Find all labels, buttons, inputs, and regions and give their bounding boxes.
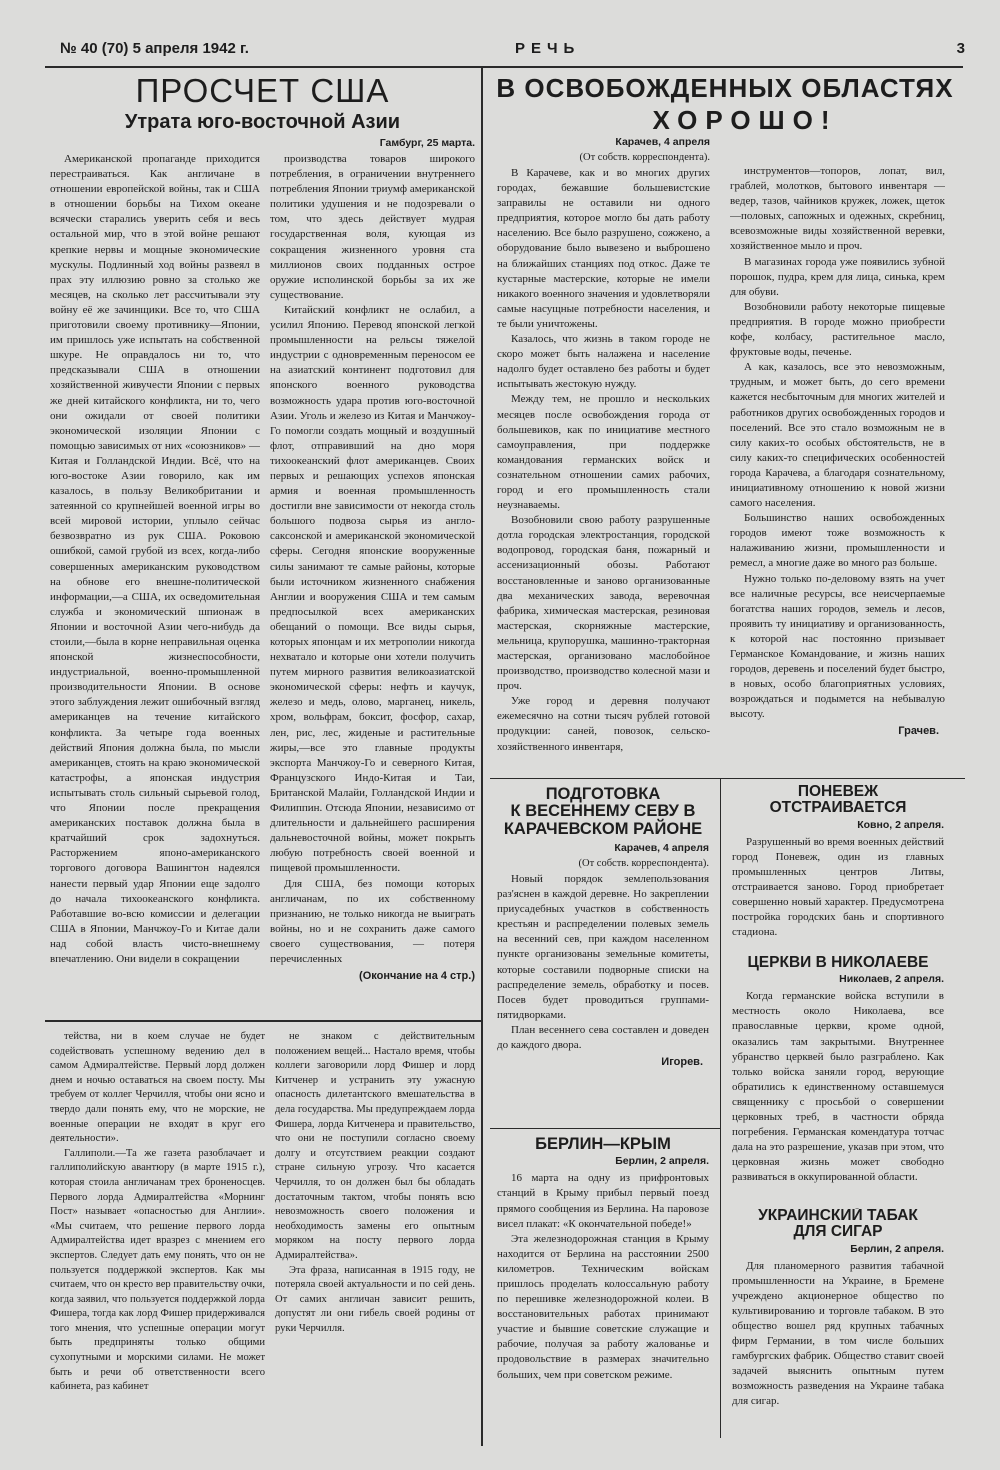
sowing-bottom-rule [490, 1128, 720, 1129]
title-line: ДЛЯ СИГАР [793, 1223, 883, 1241]
churchill-col2 [275, 1030, 475, 1442]
title-line: К ВЕСЕННЕМУ СЕВУ В [510, 802, 696, 821]
article-paragraph: тейства, ни в коем случае не будет содействовать успешному ведению дел в самом Адмиралтействе. Первый лорд должен днем и ночью оставаться на своем посту. Мы требуем от коллег Черчилля, чтобы они ясно и твердо дали понять ему, что не морские, не военные операции не входят в круг его деятельности». [50, 1031, 265, 1145]
page-number: 3 [956, 40, 965, 57]
article-paragraph: Эта фраза, написанная в 1915 году, не потеряла своей актуальности и по сей день. От самих англичан зависит решить, допустят ли они гибель своей родины от руки Черчилля. [275, 1264, 475, 1334]
masthead [60, 40, 965, 62]
article-paragraph: производства товаров широкого потребления, в ограничении внутреннего потребления Японии триумф американской политики удушения и не подозревали о том, что здесь действует мудрая государственная воля, кующая из сокращения жизненного уровня ста миллионов своих подданных острое оружие исполинской борьбы за их же существование. [270, 153, 475, 301]
article-paragraph: Между тем, не прошло и нескольких месяцев после освобождения города от большевиков, как по инициативе местного самоуправления, при поддержке командования германских войск и сознательном отношении самих рабочих, город и его промышленность стали неузнаваемы. [497, 393, 710, 512]
issue-info: № 40 (70) 5 апреля 1942 г. [60, 40, 249, 57]
article-sowing-source: (От собств. корреспондента). [578, 857, 709, 869]
article-tobacco-title [732, 1208, 944, 1241]
article-tobacco [732, 1208, 944, 1440]
article-sowing [497, 786, 709, 1126]
article-paragraph: Эта железнодорожная станция в Крыму находится от Берлина на расстоянии 2500 километров. Техническим войскам пришлось проделать колоссальную работу по перешивке железнодорожной колеи. В восстановительных работах принимают участие и бывшие советские служащие и рабочие, получая за работу жалованье и продовольствие в размерах значительно больших, чем при советском режиме. [497, 1232, 709, 1381]
article-ponevezh-dateline: Ковно, 2 апреля. [857, 818, 944, 831]
article-usa-dateline: Гамбург, 25 марта. [379, 137, 475, 149]
article-usa-col1 [50, 152, 260, 1016]
article-paragraph: Китайский конфликт не ослабил, а усилил Японию. Перевод японской легкой промышленности на рельсы тяжелой индустрии с одновременным переносом ее на азиатский континент подготовил для японского военного руководства возможность удара против юго-восточной Азии. Уголь и железо из Китая и Манчжоу-Го помогли создать мощный и воздушный флот, отправивший на дно моря тихоокеанский флот американцев. Своих первых и решающих успехов японская армия и военная промышленность достигли вне зависимости от некогда столь большого подвоза сырья из англо-саксонской и американской экономической сферы. Сегодня японские вооруженные силы занимают те самые районы, которые были источником жизненного снабжения Англии и вооружения США и тем самым предпосылкой всех американских обещаний о помощи. Все виды сырья, которых японцам и их метрополии никогда нехватало и которые они хотели получить путем мирного развития великоазиатской экономической сферы: нефть и каучук, железо и медь, олово, марганец, никель, хром, вольфрам, боксит, фосфор, сахар, лен, рис, лес, жиденые и растительные жиры,—все это главные продукты экспорта Манчжоу-Го и северного Китая, Французского Индо-Китая и Таи, Британской Малайи, Голландской Индии и Филиппин. Отсюда Японии, независимо от длительности и дальнейшего расширения дальневосточной войны, может покрыть любую потребность своей военной и пищевой промышленности. [270, 303, 475, 875]
article-usa-subtitle: Утрата юго-восточной Азии [124, 111, 401, 133]
article-regions-title: В ОСВОБОЖДЕННЫХ ОБЛАСТЯХ [496, 73, 954, 103]
article-paragraph: Уже город и деревня получают ежемесячно на сотни тысяч рублей готовой продукции: саней, повозок, сельско-хозяйственного инвентаря, [497, 695, 710, 753]
title-line: ПОДГОТОВКА [545, 786, 661, 803]
article-paragraph: Возобновили работу некоторые пищевые предприятия. В городе можно приобрести кофе, колбасу, растительное масло, фруктовые воды, печенье. [730, 300, 945, 359]
article-berlin [497, 1136, 709, 1440]
article-regions-col2 [730, 164, 945, 780]
continuation-note: (Окончание на 4 стр.) [359, 970, 475, 983]
title-line: ОТСТРАИВАЕТСЯ [769, 799, 907, 817]
article-regions-signature: Грачев. [898, 725, 939, 738]
article-paragraph: Большинство наших освобожденных городов имеют тоже возможность к налаживанию жизни, промышленности и ремесл, а многие даже во много раз больше. [730, 512, 945, 570]
title-line: УКРАИНСКИЙ ТАБАК [758, 1208, 918, 1224]
article-paragraph: Для США, без помощи которых англичанам, по их собственному признанию, не только никогда не выиграть войны, но и не сохранить даже самого своего существования, — потеря перечисленных [270, 877, 475, 965]
article-ponevezh-title [732, 784, 944, 817]
article-berlin-title: БЕРЛИН—КРЫМ [535, 1136, 671, 1153]
article-churches-dateline: Николаев, 2 апреля. [839, 973, 944, 986]
article-regions-col1 [497, 134, 710, 776]
article-regions-title-2: ХОРОШО! [652, 105, 838, 135]
article-usa-title: ПРОСЧЕТ США [135, 72, 390, 109]
article-paragraph: Разрушенный во время военных действий город Поневеж, один из главных промышленных центров Литвы, отстраивается заново. Город приобретает совершенно новый характер. Предусмотрена постройка городских бань и спортивного стадиона. [732, 835, 944, 939]
article-paragraph: Казалось, что жизнь в таком городе не скоро может быть налажена и население надолго будет оставлено без работы и будет испытывать жестокую нужду. [497, 333, 710, 391]
article-regions-dateline: Карачев, 4 апреля [615, 136, 710, 148]
article-paragraph: План весеннего сева составлен и доведен до каждого двора. [497, 1023, 709, 1051]
newspaper-name: РЕЧЬ [515, 40, 581, 57]
article-tobacco-dateline: Берлин, 2 апреля. [850, 1242, 944, 1255]
right-bottom-divider [720, 778, 721, 1438]
article-paragraph: 16 марта на одну из прифронтовых станций в Крыму прибыл первый поезд прямого сообщения из Берлина. На паровозе висел плакат: «К окончательной победе!» [497, 1172, 709, 1230]
regions-bottom-rule-right [720, 778, 965, 779]
article-sowing-signature: Игорев. [661, 1056, 703, 1069]
article-paragraph: Американской пропаганде приходится перестраиваться. Как англичане в отношении европейской войны, так и США в отношении борьбы на Тихом океане всячески старались уверить себя и весь остальной мир, что в этой войне решают крепкие нервы и мощные экономические мускулы. Подлинный ход войны развеял в прах эту иллюзию ровно за столько же месяцев, на сколько лет рассчитывали эту войну её же зачинщики. Все то, что США приготовили своему противнику—Японии, им пришлось уже испытать на собственной шкуре. Не оправдалось ни то, что предсказывали США в отношении хозяйственной живучести Японии с первых же дней китайского конфликта, ни то, чего они ожидали от своей политики экономической изоляции Японии с помощью зависимых от них «союзников» — Китая и Голландской Индии. Всё, что на юго-востоке Азии говорило, как им казалось, в пользу Великобритании и затеянной со крупнейшей военной игры во всей мировой истории, уплыло сейчас безвозвратно из рук США. Роковою ошибкой, самой грубой из всех, когда-либо совершенных американским руководством на обнове его внешне-политической информации,—а США, их осведомительная служба и экономический шпионаж в Японии и восточной Азии чего-нибудь да стоили,—была в корне неправильная оценка японской жизнеспособности, индустриальной, военно-промышленной производительности Японии. В основе этого заблуждения лежит ошибочный взгляд американцев на течение китайского конфликта. За четыре года военных действий Япония должна была, по мысли американцев, стоять на краю экономической катастрофы, а японская индустрия испытывать столь сильный сырьевой голод, что Японии после прекращения американских поставок должна была в кратчайший срок задохнуться. Расторжением японо-американского торгового договора Вашингтон надеялся нанести первый удар Японии еще задолго до начала тихоокеанского конфликта. Работавшие во-всю комиссии и делегации США в Японии, Манчжоу-Го и Китае дали над собой власть чисто-внешнему впечатлению. Они видели в сокращении [50, 153, 260, 965]
article-paragraph: Возобновили свою работу разрушенные дотла городская электростанция, городской водопровод, городская баня, пожарный и ассенизационный обозы. Работают восстановленные и заново организованные два механических завода, веревочная фабрика, химическая мастерская, резиновая мастерская, скорняжные мастерские, мельница, крупорушка, машинно-тракторная мастерская, организовано маслобойное производство, производство колесной мази и проч. [497, 514, 710, 693]
title-line: ПОНЕВЕЖ [797, 784, 879, 800]
regions-bottom-rule [490, 778, 720, 779]
title-line: КАРАЧЕВСКОМ РАЙОНЕ [503, 819, 703, 838]
article-churches-title: ЦЕРКВИ В НИКОЛАЕВЕ [747, 955, 929, 971]
article-sowing-dateline: Карачев, 4 апреля [614, 841, 709, 854]
article-paragraph: В Карачеве, как и во многих других городах, бежавшие большевистские заправилы не оставили ни одного предприятия, которое могло бы дать работу населению. Все было разрушено, сожжено, а оборудование было вывезено и выброшено на ближайших станциях под откос. Даже те кустарные мастерские, которые не имели никакого военного значения и удовлетворяли самые насущные потребности населения, и те были уничтожены. [497, 167, 710, 330]
article-berlin-dateline: Берлин, 2 апреля. [615, 1155, 709, 1168]
article-churches [732, 955, 944, 1200]
article-paragraph: Галлиполи.—Та же газета разоблачает и галлиполийскую авантюру (в марте 1915 г.), которая стоила англичанам трех броненосцев. Первого лорда Адмиралтейства «Морнинг Пост» называет «опасностью для Англии». «Мы считаем, что решение первого лорда Адмиралтейства идет вразрез с мнением его экспертов. Следует дать ему понять, что он не пользуется поддержкой экспертов. Как мы считаем, что он кресто вер правительству очки, когда заявил, что пользуется поддержкой лорда Фишера, тогда как лорд Фишер придерживался того мнения, что успешные операции могут быть предприняты только общими сухопутными и морскими силами. Не может быть и речи об ответственности всего кабинета, раз кабинет [50, 1147, 265, 1393]
article-paragraph: Когда германские войска вступили в местность около Николаева, все православные церкви, кроме одной, оказались там закрытыми. Внутреннее убранство церквей было разграблено. Как только войска заняли город, верующие обратились к единственному оставшемуся священнику с просьбой о совершении церковных треб, в частности обряда погребения. Германская комендатура тотчас дала на это разрешение, указав при этом, что церковная жизнь может свободно развиваться в оккупированной области. [732, 990, 944, 1184]
article-paragraph: Нужно только по-деловому взять на учет все наличные ресурсы, все неисчерпаемые богатства наших городов, земель и лесов, проявить ту инициативу и организованность, к которой нас постоянно призывает Германское Командование, и жизнь наших городов, деревень и поселений будет быстро, в новых, особо благоприятных условиях, возрождаться и подымется на небывалую высоту. [730, 572, 945, 721]
article-paragraph: А как, казалось, все это невозможным, трудным, и может быть, до сего времени кажется несбыточным для многих жителей и работников других освобожденных городов и поселений. Все это стало возможным не в силу каких-то особых обстоятельств, не в силу каких-то специфических особенностей города Карачева, а благодаря сознательному, инициативному отношению к новой жизни самого населения. [730, 361, 945, 510]
left-section-rule [45, 1020, 481, 1022]
article-ponevezh [732, 784, 944, 944]
article-paragraph: не знаком с действительным положением вещей... Настало время, чтобы коллеги заговорили лорд Фишер и лорд Китченер и устранить эту ужасную опасность дилетантского вмешательства в дела государства. Мы предупреждаем лорда Фишера, лорда Китченера и правительство, что они не поступили согласно своему долгу и отсутствием реакции создают стране сильную угрозу. Что касается Черчилля, то он должен был бы обладать достаточным тактом, чтобы понять всю невозможность своего положения и необходимость замены его опытным моряком на посту первого лорда Адмиралтейства». [275, 1031, 475, 1261]
churchill-col1 [50, 1030, 265, 1442]
article-paragraph: Для планомерного развития табачной промышленности на Украине, в Бремене учреждено акционерное общество по культивированию и торговле табаком. В это общество вошел ряд крупных табачных фирм Германии, в том числе больших гамбургских фабрик. Общество ставит своей задачей выяснить опытным путем возможность разведения на Украине табака для сигар. [732, 1259, 944, 1408]
article-sowing-title [497, 786, 709, 838]
article-regions-source: (От собств. корреспондента). [579, 152, 710, 163]
article-paragraph: В магазинах города уже появились зубной порошок, пудра, крем для лица, синька, крем для обуви. [730, 255, 945, 298]
article-paragraph: Новый порядок землепользования раз'яснен в каждой деревне. Но закреплении приусадебных участков в собственность крестьян и распределении полевых земель на весенний сев, при каждом населенном пункте организованы земельные комитеты, которые составили подворные списки на распределение земель, обработку и посев. Посев будет проводиться группами-пятидворками. [497, 872, 709, 1021]
article-usa-col2 [270, 152, 475, 1016]
article-usa-header [50, 72, 475, 152]
top-rule [45, 66, 963, 68]
article-paragraph: инструментов—топоров, лопат, вил, граблей, молотков, бытового инвентаря — ведер, тазов, чайников кружек, ложек, щеток—половых, сапожных и одежных, скребниц, всевозможные виды хозяйственной веревки, хозяйственное мыло и проч. [730, 165, 945, 253]
center-column-rule [481, 66, 483, 1446]
